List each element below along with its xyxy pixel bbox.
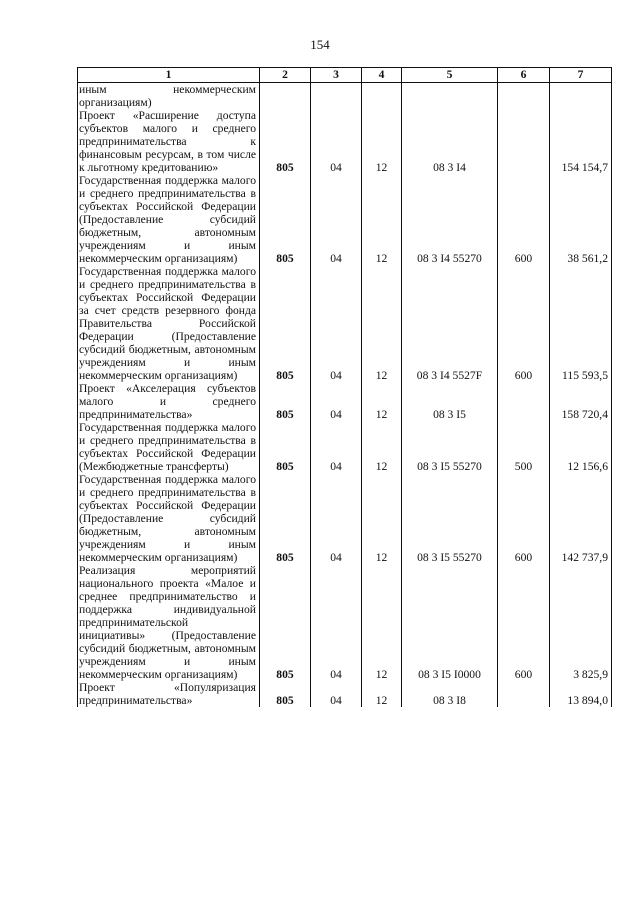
header-col-3: 3 [311, 68, 362, 83]
table-row [78, 564, 612, 681]
row-expense-type: 500 [498, 421, 550, 473]
row-amount: 13 894,0 [550, 681, 612, 707]
row-section-code: 04 [311, 265, 362, 382]
row-expense-type [498, 382, 550, 421]
row-expense-type [498, 109, 550, 174]
table-row [78, 382, 612, 421]
row-target-article: 08 3 I4 5527F [402, 265, 498, 382]
row-section-code: 04 [311, 681, 362, 707]
row-section-code: 04 [311, 564, 362, 681]
row-section-code: 04 [311, 382, 362, 421]
row-name: иным некоммерческим организациям) [78, 83, 260, 110]
row-amount: 142 737,9 [550, 473, 612, 564]
table-row [78, 174, 612, 265]
header-col-4: 4 [362, 68, 402, 83]
header-row [78, 68, 612, 83]
header-col-1: 1 [78, 68, 260, 83]
row-subsection-code: 12 [362, 382, 402, 421]
row-ministry-code: 805 [260, 473, 311, 564]
row-expense-type [498, 83, 550, 110]
table-row [78, 421, 612, 473]
row-amount: 38 561,2 [550, 174, 612, 265]
row-target-article: 08 3 I4 [402, 109, 498, 174]
table-row [78, 473, 612, 564]
header-col-7: 7 [550, 68, 612, 83]
header-col-2: 2 [260, 68, 311, 83]
row-amount: 3 825,9 [550, 564, 612, 681]
row-subsection-code: 12 [362, 109, 402, 174]
row-subsection-code: 12 [362, 473, 402, 564]
row-name: Государственная поддержка малого и среднего предпринимательства в субъектах Российской Федерации (Предоставление субсидий бюджетным, автономным учреждениям и иным некоммерческим организациям) [78, 473, 260, 564]
table-row [78, 109, 612, 174]
row-name: Проект «Расширение доступа субъектов малого и среднего предпринимательства к финансовым ресурсам, в том числе к льготному кредитованию» [78, 109, 260, 174]
row-expense-type: 600 [498, 265, 550, 382]
row-name: Государственная поддержка малого и среднего предпринимательства в субъектах Российской Федерации (Межбюджетные трансферты) [78, 421, 260, 473]
row-subsection-code [362, 83, 402, 110]
row-ministry-code: 805 [260, 265, 311, 382]
table-body [78, 83, 612, 708]
row-subsection-code: 12 [362, 421, 402, 473]
page-number: 154 [310, 37, 330, 52]
row-amount: 158 720,4 [550, 382, 612, 421]
table-header [78, 68, 612, 83]
row-target-article: 08 3 I4 55270 [402, 174, 498, 265]
row-expense-type: 600 [498, 564, 550, 681]
row-name: Проект «Акселерация субъектов малого и среднего предпринимательства» [78, 382, 260, 421]
row-subsection-code: 12 [362, 265, 402, 382]
row-expense-type: 600 [498, 473, 550, 564]
row-name: Государственная поддержка малого и среднего предпринимательства в субъектах Российской Федерации (Предоставление субсидий бюджетным, автономным учреждениям и иным некоммерческим организациям) [78, 174, 260, 265]
row-name: Проект «Популяризация предпринимательства» [78, 681, 260, 707]
row-amount: 154 154,7 [550, 109, 612, 174]
row-target-article: 08 3 I5 [402, 382, 498, 421]
row-target-article: 08 3 I5 I0000 [402, 564, 498, 681]
header-col-5: 5 [402, 68, 498, 83]
row-ministry-code: 805 [260, 109, 311, 174]
row-target-article: 08 3 I5 55270 [402, 473, 498, 564]
row-target-article: 08 3 I8 [402, 681, 498, 707]
row-ministry-code: 805 [260, 174, 311, 265]
table-row [78, 681, 612, 707]
row-ministry-code: 805 [260, 421, 311, 473]
table-row [78, 265, 612, 382]
row-subsection-code: 12 [362, 174, 402, 265]
row-ministry-code: 805 [260, 681, 311, 707]
row-section-code: 04 [311, 421, 362, 473]
row-section-code: 04 [311, 109, 362, 174]
row-target-article [402, 83, 498, 110]
row-expense-type: 600 [498, 174, 550, 265]
row-section-code [311, 83, 362, 110]
header-col-6: 6 [498, 68, 550, 83]
row-subsection-code: 12 [362, 681, 402, 707]
row-section-code: 04 [311, 174, 362, 265]
row-ministry-code [260, 83, 311, 110]
row-target-article: 08 3 I5 55270 [402, 421, 498, 473]
row-amount [550, 83, 612, 110]
row-ministry-code: 805 [260, 382, 311, 421]
row-amount: 12 156,6 [550, 421, 612, 473]
row-expense-type [498, 681, 550, 707]
budget-table [77, 67, 612, 707]
row-section-code: 04 [311, 473, 362, 564]
row-name: Государственная поддержка малого и среднего предпринимательства в субъектах Российской Федерации за счет средств резервного фонда Правительства Российской Федерации (Предоставление субсидий бюджетным, автономным учреждениям и иным некоммерческим организациям) [78, 265, 260, 382]
row-name: Реализация мероприятий национального проекта «Малое и среднее предпринимательство и поддержка индивидуальной предпринимательской инициативы» (Предоставление субсидий бюджетным, автономным учреждениям и иным некоммерческим организациям) [78, 564, 260, 681]
table-row [78, 83, 612, 110]
row-amount: 115 593,5 [550, 265, 612, 382]
row-subsection-code: 12 [362, 564, 402, 681]
row-ministry-code: 805 [260, 564, 311, 681]
